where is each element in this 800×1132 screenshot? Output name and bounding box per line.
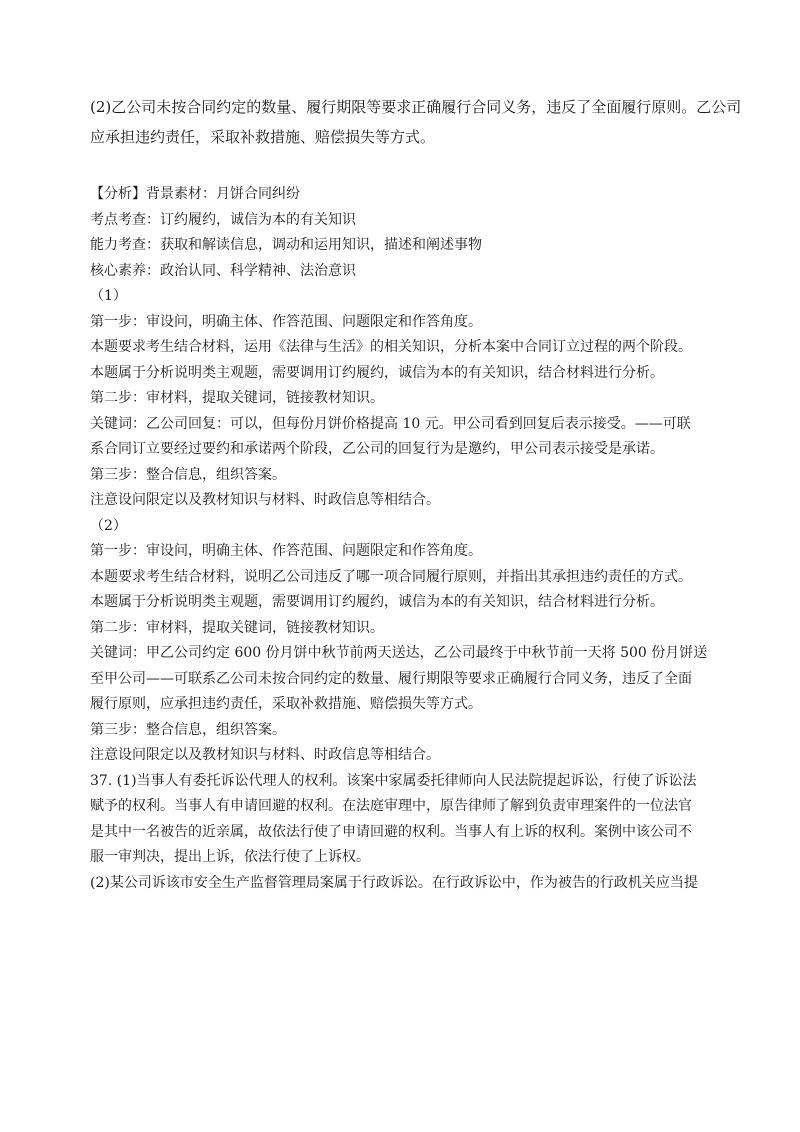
part-1-step-3: 第三步：整合信息，组织答案。 <box>90 466 286 483</box>
part-2-step-2: 第二步：审材料，提取关键词，链接教材知识。 <box>90 619 384 636</box>
answer-2-line-1: (2)乙公司未按合同约定的数量、履行期限等要求正确履行合同义务，违反了全面履行原则。乙公司 <box>90 98 742 116</box>
analysis-block <box>90 182 712 769</box>
q37-para-1-line-2: 赋予的权利。当事人有申请回避的权利。在法庭审理中，原告律师了解到负责审理案件的一位法官 <box>90 798 692 814</box>
part-1-requirement: 本题要求考生结合材料，运用《法律与生活》的相关知识，分析本案中合同订立过程的两个阶段。 <box>90 339 692 355</box>
part-1-step-2: 第二步：审材料，提取关键词，链接教材知识。 <box>90 390 384 406</box>
part-1-keyword-line-2: 系合同订立要经过要约和承诺两个阶段，乙公司的回复行为是邀约，甲公司表示接受是承诺。 <box>90 441 664 457</box>
part-2-step-3: 第三步：整合信息，组织答案。 <box>90 721 286 738</box>
part-1-type: 本题属于分析说明类主观题，需要调用订约履约，诚信为本的有关知识，结合材料进行分析。 <box>90 364 664 381</box>
part-2-keyword-line-3: 履行原则，应承担违约责任，采取补救措施、赔偿损失等方式。 <box>90 696 482 712</box>
q37-para-1-line-4: 服一审判决，提出上诉，依法行使了上诉权。 <box>90 849 370 865</box>
analysis-header: 【分析】背景素材：月饼合同纠纷 <box>90 186 300 202</box>
analysis-suyang: 核心素养：政治认同、科学精神、法治意识 <box>90 262 356 279</box>
part-2-keyword-line-1: 关键词：甲乙公司约定 600 份月饼中秋节前两天送达，乙公司最终于中秋节前一天将 500 份月饼送 <box>90 645 708 661</box>
analysis-nengli: 能力考查：获取和解读信息，调动和运用知识，描述和阐述事物 <box>90 237 482 253</box>
part-2-note: 注意设问限定以及教材知识与材料、时政信息等相结合。 <box>90 747 440 763</box>
part-1-note: 注意设问限定以及教材知识与材料、时政信息等相结合。 <box>90 492 440 508</box>
analysis-kaodian: 考点考查：订约履约，诚信为本的有关知识 <box>90 211 356 228</box>
document-page <box>90 92 742 896</box>
q37-para-2-line-1: (2)某公司诉该市安全生产监督管理局案属于行政诉讼。在行政诉讼中，作为被告的行政机关应当提 <box>90 874 698 891</box>
part-2-requirement: 本题要求考生结合材料，说明乙公司违反了哪一项合同履行原则，并指出其承担违约责任的方式。 <box>90 568 692 585</box>
part-1-keyword-line-1: 关键词：乙公司回复：可以，但每份月饼价格提高 10 元。甲公司看到回复后表示接受。——可联 <box>90 415 691 432</box>
part-2-label: （2） <box>90 517 127 534</box>
part-2-step-1: 第一步：审设问，明确主体、作答范围、问题限定和作答角度。 <box>90 543 482 559</box>
part-2-type: 本题属于分析说明类主观题，需要调用订约履约，诚信为本的有关知识，结合材料进行分析。 <box>90 594 664 610</box>
q37-para-1-line-3: 是其中一名被告的近亲属，故依法行使了申请回避的权利。当事人有上诉的权利。案例中该公司不 <box>90 823 692 840</box>
q37-para-1-line-1: 37. (1)当事人有委托诉讼代理人的权利。该案中家属委托律师向人民法院提起诉讼，行使了诉讼法 <box>90 772 697 789</box>
question-37-block <box>90 769 712 897</box>
part-1-label: （1） <box>90 288 127 304</box>
answer-2-line-2: 应承担违约责任，采取补救措施、赔偿损失等方式。 <box>90 128 436 146</box>
part-2-keyword-line-2: 至甲公司——可联系乙公司未按合同约定的数量、履行期限等要求正确履行合同义务，违反了全面 <box>90 670 692 687</box>
spacer <box>90 152 712 182</box>
part-1-step-1: 第一步：审设问，明确主体、作答范围、问题限定和作答角度。 <box>90 313 482 330</box>
answer-2-block <box>90 92 742 152</box>
